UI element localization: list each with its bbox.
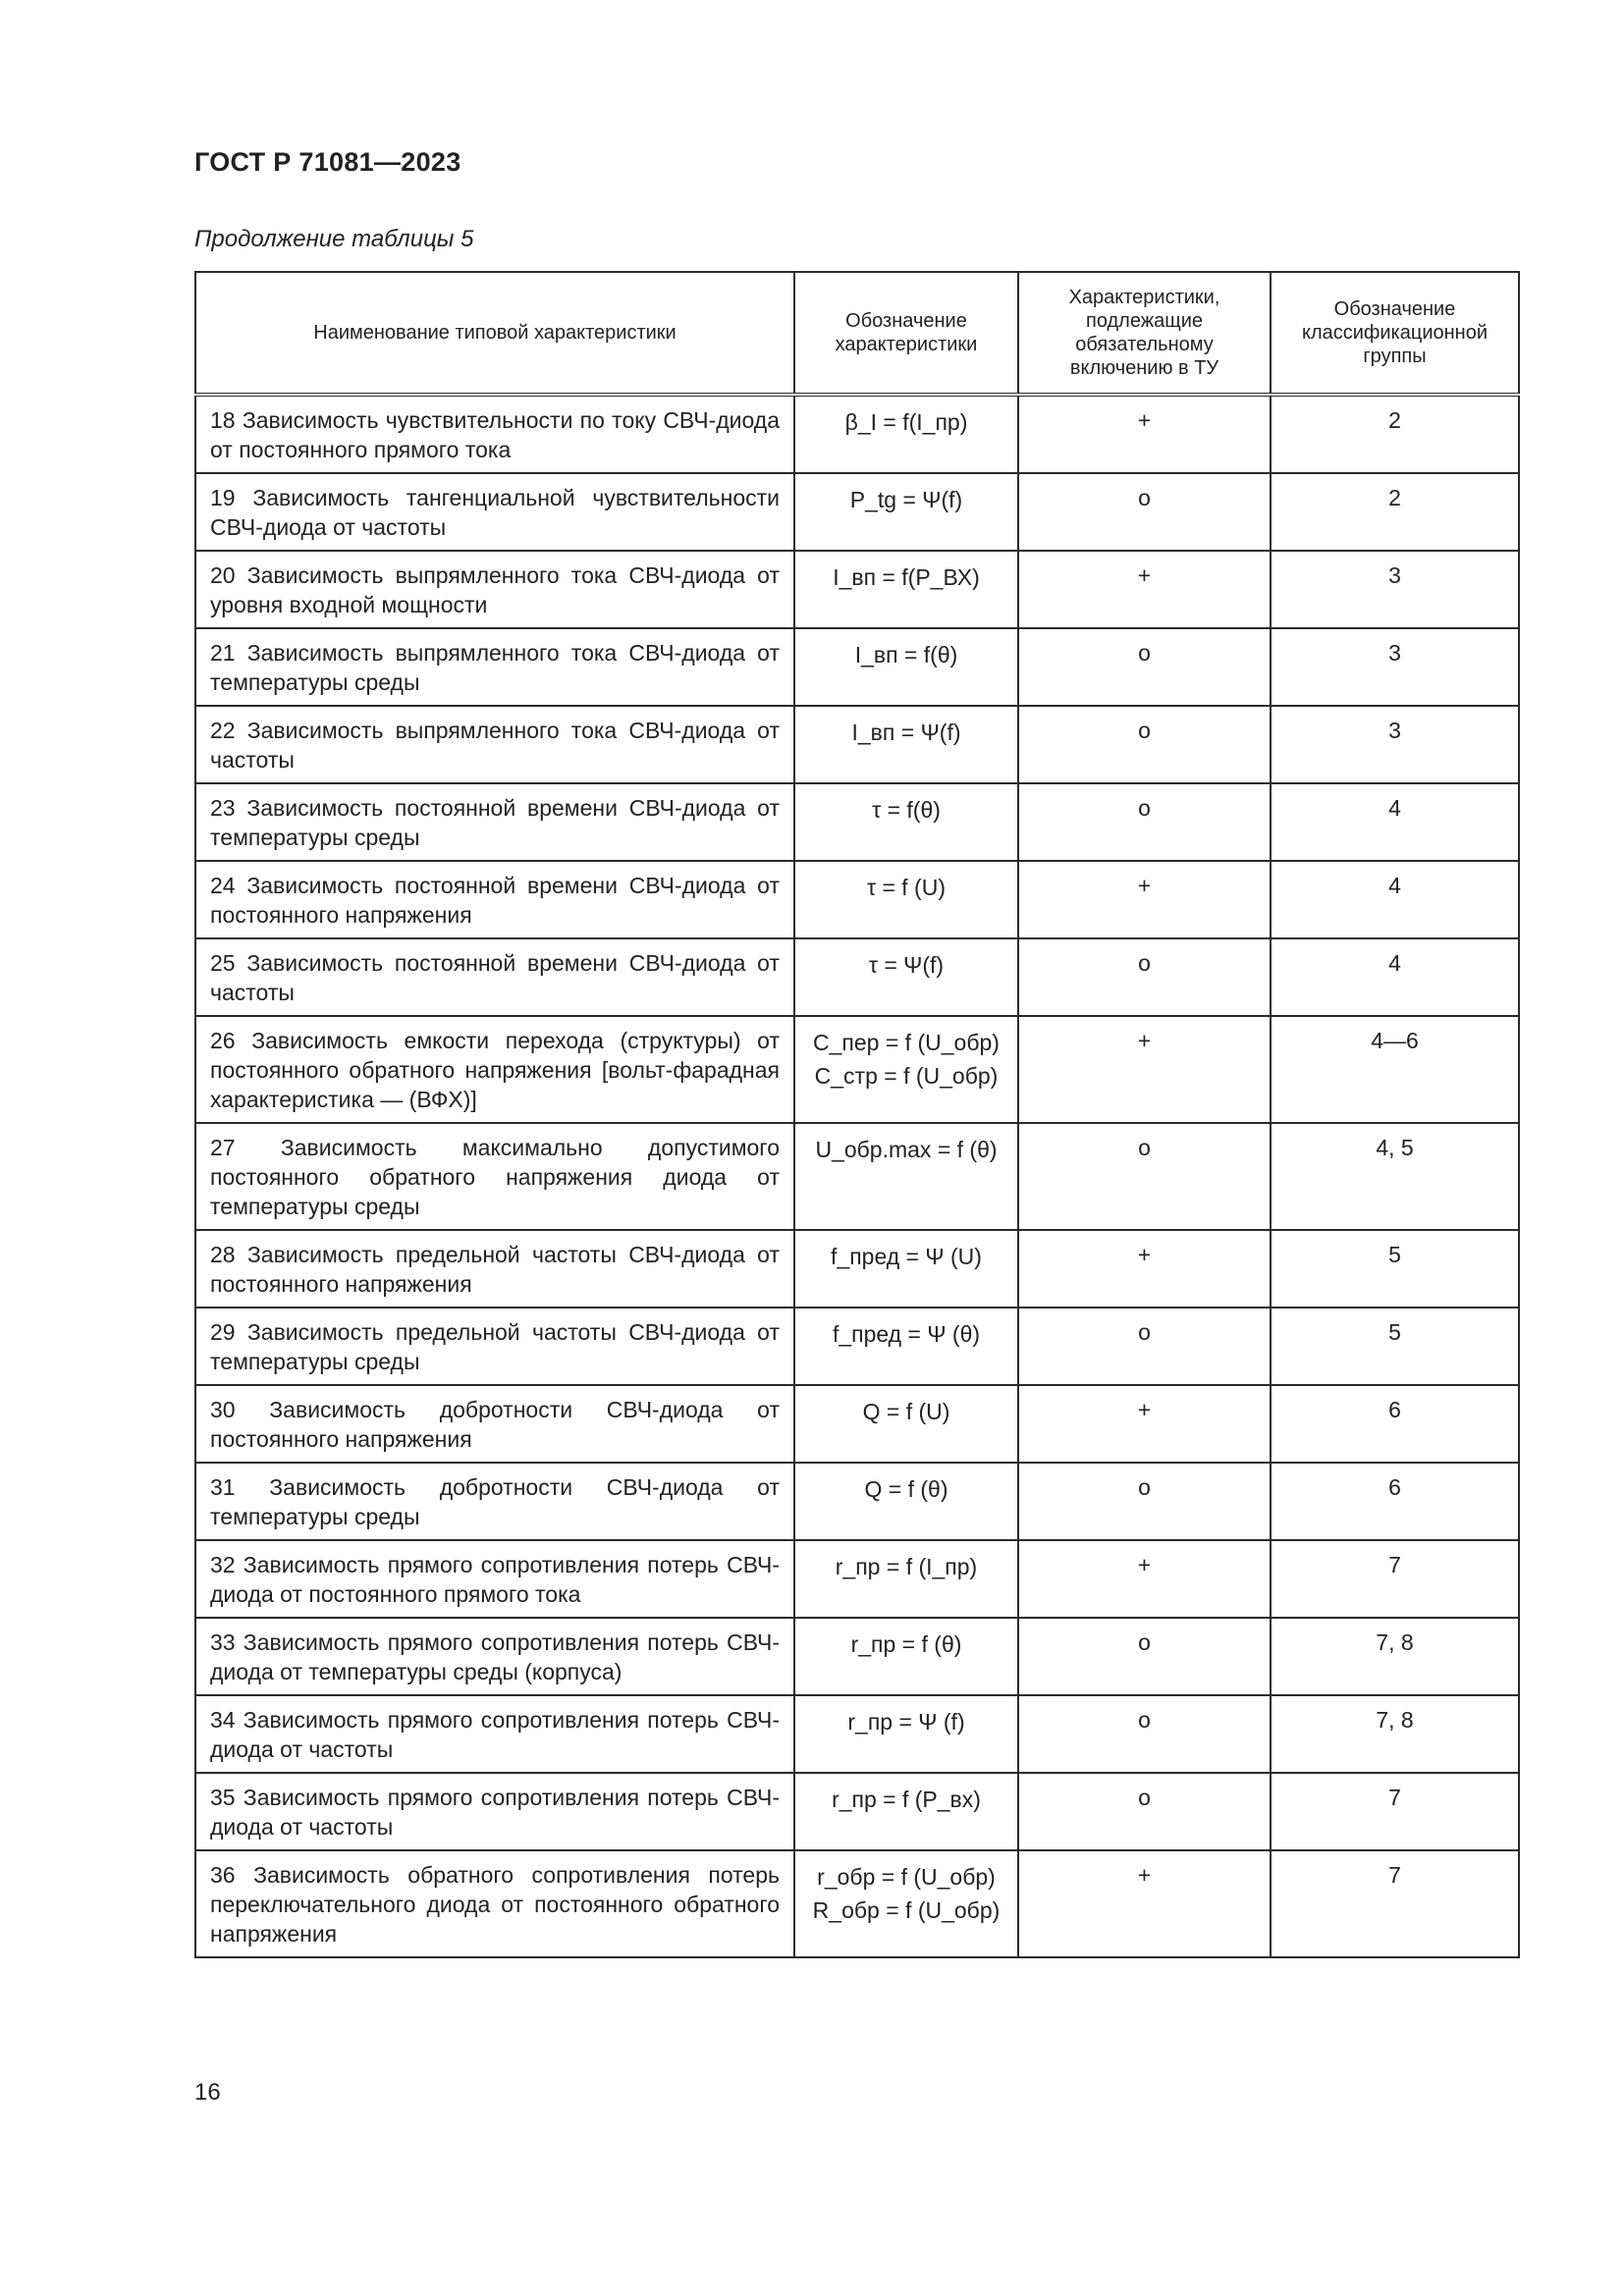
- required-flag-cell: +: [1018, 1385, 1271, 1463]
- table-row: [195, 1385, 1519, 1463]
- classification-group-cell: 4—6: [1271, 1016, 1519, 1123]
- table-row: [195, 1695, 1519, 1773]
- designation-cell: [794, 1773, 1018, 1850]
- document-code: ГОСТ Р 71081—2023: [194, 147, 461, 177]
- table-row: [195, 783, 1519, 861]
- designation-cell: [794, 938, 1018, 1016]
- column-header-name: Наименование типовой характеристики: [195, 272, 794, 395]
- table-row: [195, 1230, 1519, 1308]
- designation-cell: [794, 551, 1018, 628]
- classification-group-cell: 3: [1271, 551, 1519, 628]
- classification-group-cell: 4: [1271, 938, 1519, 1016]
- table-row: [195, 1618, 1519, 1695]
- required-flag-cell: o: [1018, 783, 1271, 861]
- table-row: [195, 1773, 1519, 1850]
- designation-cell: [794, 473, 1018, 551]
- designation-formula: C_пер = f (U_обр): [813, 1030, 1000, 1055]
- table-row: [195, 628, 1519, 706]
- designation-cell: [794, 861, 1018, 938]
- designation-cell: [794, 1695, 1018, 1773]
- characteristics-table: [194, 271, 1520, 1958]
- classification-group-cell: 6: [1271, 1463, 1519, 1540]
- designation-cell: [794, 395, 1018, 473]
- required-flag-cell: +: [1018, 861, 1271, 938]
- designation-cell: [794, 1016, 1018, 1123]
- required-flag-cell: o: [1018, 1463, 1271, 1540]
- designation-formula: Q = f (θ): [864, 1476, 948, 1502]
- table-row: [195, 1540, 1519, 1618]
- designation-formula: P_tg = Ψ(f): [849, 487, 963, 512]
- classification-group-cell: 3: [1271, 628, 1519, 706]
- designation-formula: r_пр = f (P_вх): [832, 1787, 981, 1812]
- designation-formula: r_обр = f (U_обр): [817, 1864, 996, 1890]
- classification-group-cell: 4: [1271, 861, 1519, 938]
- characteristic-name-cell: 27 Зависимость максимально допустимого постоянного обратного напряжения диода от температуры среды: [195, 1123, 794, 1230]
- designation-cell: [794, 1308, 1018, 1385]
- classification-group-cell: 2: [1271, 473, 1519, 551]
- required-flag-cell: o: [1018, 1695, 1271, 1773]
- characteristic-name-cell: 36 Зависимость обратного сопротивления потерь переключательного диода от постоянного обратного напряжения: [195, 1850, 794, 1957]
- column-header-group: Обозначение классификационной группы: [1271, 272, 1519, 395]
- characteristic-name-cell: 32 Зависимость прямого сопротивления потерь СВЧ-диода от постоянного прямого тока: [195, 1540, 794, 1618]
- designation-cell: [794, 706, 1018, 783]
- designation-formula: f_пред = Ψ (θ): [832, 1321, 981, 1347]
- table-body: [195, 395, 1519, 1957]
- column-header-required: Характеристики, подлежащие обязательному включению в ТУ: [1018, 272, 1271, 395]
- table-row: [195, 1308, 1519, 1385]
- required-flag-cell: +: [1018, 1230, 1271, 1308]
- characteristic-name-cell: 19 Зависимость тангенциальной чувствительности СВЧ-диода от частоты: [195, 473, 794, 551]
- designation-cell: [794, 1385, 1018, 1463]
- classification-group-cell: 7: [1271, 1773, 1519, 1850]
- required-flag-cell: o: [1018, 628, 1271, 706]
- designation-formula: I_вп = Ψ(f): [851, 720, 961, 745]
- designation-formula: R_обр = f (U_обр): [812, 1897, 1001, 1923]
- table-row: [195, 1850, 1519, 1957]
- designation-cell: [794, 1463, 1018, 1540]
- designation-cell: [794, 783, 1018, 861]
- table-row: [195, 1016, 1519, 1123]
- characteristic-name-cell: 35 Зависимость прямого сопротивления потерь СВЧ-диода от частоты: [195, 1773, 794, 1850]
- table-row: [195, 1123, 1519, 1230]
- table-row: [195, 1463, 1519, 1540]
- table-row: [195, 395, 1519, 473]
- characteristic-name-cell: 20 Зависимость выпрямленного тока СВЧ-диода от уровня входной мощности: [195, 551, 794, 628]
- required-flag-cell: +: [1018, 551, 1271, 628]
- characteristics-table-container: [194, 271, 1518, 1958]
- designation-formula: r_пр = f (θ): [850, 1631, 962, 1657]
- classification-group-cell: 6: [1271, 1385, 1519, 1463]
- required-flag-cell: +: [1018, 1016, 1271, 1123]
- required-flag-cell: o: [1018, 706, 1271, 783]
- designation-cell: [794, 1850, 1018, 1957]
- characteristic-name-cell: 30 Зависимость добротности СВЧ-диода от постоянного напряжения: [195, 1385, 794, 1463]
- table-row: [195, 861, 1519, 938]
- table-row: [195, 551, 1519, 628]
- required-flag-cell: +: [1018, 1850, 1271, 1957]
- required-flag-cell: +: [1018, 395, 1271, 473]
- designation-formula: C_стр = f (U_обр): [814, 1063, 999, 1089]
- required-flag-cell: o: [1018, 1773, 1271, 1850]
- designation-formula: r_пр = f (I_пр): [835, 1554, 978, 1579]
- characteristic-name-cell: 18 Зависимость чувствительности по току СВЧ-диода от постоянного прямого тока: [195, 395, 794, 473]
- classification-group-cell: 2: [1271, 395, 1519, 473]
- characteristic-name-cell: 31 Зависимость добротности СВЧ-диода от температуры среды: [195, 1463, 794, 1540]
- designation-formula: β_I = f(I_пр): [844, 409, 968, 435]
- characteristic-name-cell: 29 Зависимость предельной частоты СВЧ-диода от температуры среды: [195, 1308, 794, 1385]
- classification-group-cell: 7, 8: [1271, 1695, 1519, 1773]
- required-flag-cell: o: [1018, 1618, 1271, 1695]
- table-row: [195, 938, 1519, 1016]
- table-header-row: [195, 272, 1519, 395]
- designation-formula: f_пред = Ψ (U): [831, 1244, 982, 1269]
- table-row: [195, 706, 1519, 783]
- designation-cell: [794, 1618, 1018, 1695]
- characteristic-name-cell: 28 Зависимость предельной частоты СВЧ-диода от постоянного напряжения: [195, 1230, 794, 1308]
- characteristic-name-cell: 26 Зависимость емкости перехода (структуры) от постоянного обратного напряжения [вольт-фарадная характеристика — (ВФХ)]: [195, 1016, 794, 1123]
- required-flag-cell: o: [1018, 473, 1271, 551]
- designation-formula: U_обр.max = f (θ): [815, 1137, 998, 1162]
- characteristic-name-cell: 25 Зависимость постоянной времени СВЧ-диода от частоты: [195, 938, 794, 1016]
- column-header-designation: Обозначение характеристики: [794, 272, 1018, 395]
- classification-group-cell: 5: [1271, 1308, 1519, 1385]
- characteristic-name-cell: 34 Зависимость прямого сопротивления потерь СВЧ-диода от частоты: [195, 1695, 794, 1773]
- characteristic-name-cell: 22 Зависимость выпрямленного тока СВЧ-диода от частоты: [195, 706, 794, 783]
- characteristic-name-cell: 33 Зависимость прямого сопротивления потерь СВЧ-диода от температуры среды (корпуса): [195, 1618, 794, 1695]
- designation-formula: r_пр = Ψ (f): [847, 1709, 965, 1735]
- characteristic-name-cell: 23 Зависимость постоянной времени СВЧ-диода от температуры среды: [195, 783, 794, 861]
- designation-cell: [794, 1540, 1018, 1618]
- characteristic-name-cell: 24 Зависимость постоянной времени СВЧ-диода от постоянного напряжения: [195, 861, 794, 938]
- classification-group-cell: 4, 5: [1271, 1123, 1519, 1230]
- designation-formula: I_вп = f(θ): [854, 642, 958, 667]
- designation-formula: I_вп = f(P_ВХ): [833, 564, 980, 590]
- classification-group-cell: 7: [1271, 1540, 1519, 1618]
- designation-cell: [794, 1123, 1018, 1230]
- required-flag-cell: o: [1018, 938, 1271, 1016]
- classification-group-cell: 7: [1271, 1850, 1519, 1957]
- classification-group-cell: 3: [1271, 706, 1519, 783]
- designation-formula: τ = f(θ): [872, 797, 941, 823]
- required-flag-cell: +: [1018, 1540, 1271, 1618]
- designation-formula: τ = Ψ(f): [868, 952, 945, 978]
- table-caption: Продолжение таблицы 5: [194, 226, 474, 252]
- required-flag-cell: o: [1018, 1123, 1271, 1230]
- designation-formula: τ = f (U): [866, 875, 946, 900]
- table-row: [195, 473, 1519, 551]
- page-number: 16: [194, 2079, 221, 2106]
- classification-group-cell: 5: [1271, 1230, 1519, 1308]
- classification-group-cell: 7, 8: [1271, 1618, 1519, 1695]
- designation-formula: Q = f (U): [862, 1399, 950, 1424]
- classification-group-cell: 4: [1271, 783, 1519, 861]
- designation-cell: [794, 1230, 1018, 1308]
- designation-cell: [794, 628, 1018, 706]
- required-flag-cell: o: [1018, 1308, 1271, 1385]
- characteristic-name-cell: 21 Зависимость выпрямленного тока СВЧ-диода от температуры среды: [195, 628, 794, 706]
